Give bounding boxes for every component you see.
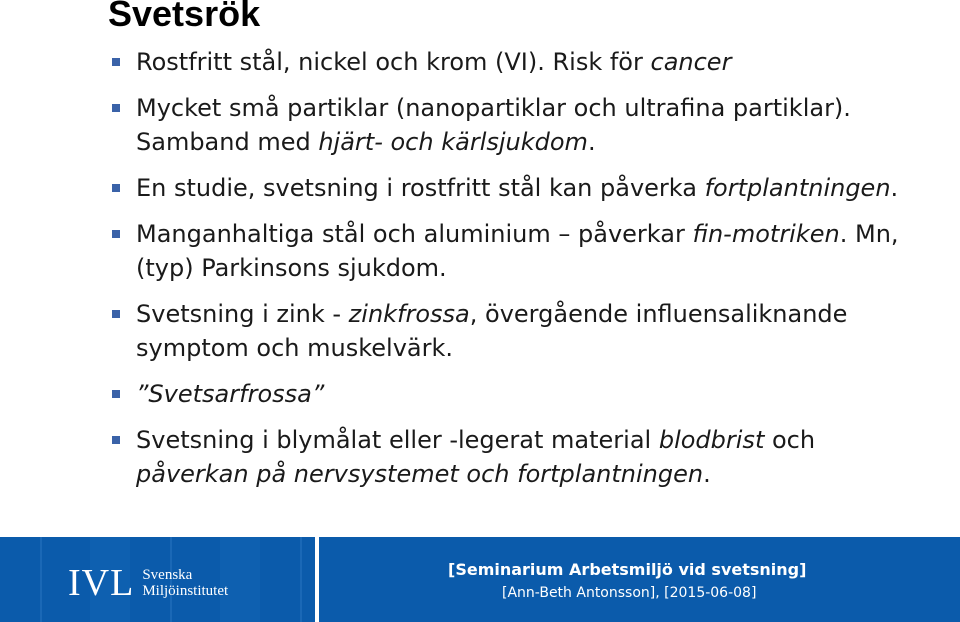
bullet-text: Manganhaltiga stål och aluminium – påverkar: [136, 220, 693, 248]
footer-divider: [315, 537, 319, 622]
logo-text: [142, 567, 228, 599]
bullet-item: [110, 45, 930, 79]
bullet-text: Svetsning i zink -: [136, 300, 349, 328]
square-bullet-icon: [112, 230, 120, 238]
bullet-text: Mycket små partiklar (nanopartiklar och ultrafina partiklar). Samband med: [136, 94, 851, 156]
square-bullet-icon: [112, 390, 120, 398]
bullet-list: [110, 45, 930, 503]
bullet-text: En studie, svetsning i rostfritt stål kan påverka: [136, 174, 705, 202]
bullet-item: [110, 91, 930, 159]
bullet-text: , övergående influensaliknande symptom och muskelvärk.: [136, 300, 848, 362]
bullet-text: och: [764, 426, 816, 454]
author-date: [Ann-Beth Antonsson], [2015-06-08]: [502, 585, 757, 601]
square-bullet-icon: [112, 436, 120, 444]
bullet-item: [110, 297, 930, 365]
emphasis-text: cancer: [650, 48, 732, 76]
seminar-title: [Seminarium Arbetsmiljö vid svetsning]: [448, 560, 807, 579]
emphasis-text: fortplantningen: [704, 174, 891, 202]
bullet-text: Rostfritt stål, nickel och krom (VI). Risk för: [136, 48, 651, 76]
bullet-text: .: [587, 128, 596, 156]
square-bullet-icon: [112, 58, 120, 66]
logo-line-2: Miljöinstitutet: [142, 583, 229, 599]
bullet-text: .: [890, 174, 899, 202]
square-bullet-icon: [112, 310, 120, 318]
bullet-item: [110, 171, 930, 205]
logo-line-1: Svenska: [142, 567, 193, 583]
square-bullet-icon: [112, 104, 120, 112]
emphasis-text: hjärt- och kärlsjukdom: [318, 128, 588, 156]
ivl-logo: [68, 563, 228, 603]
footer-bar: [0, 537, 960, 622]
bullet-item: [110, 217, 930, 285]
bullet-text: Svetsning i blymålat eller -legerat material: [136, 426, 659, 454]
bullet-text: .: [703, 460, 711, 488]
emphasis-text: ”Svetsarfrossa”: [136, 380, 325, 408]
emphasis-text: fin-motriken: [692, 220, 840, 248]
bullet-item: [110, 423, 930, 491]
square-bullet-icon: [112, 184, 120, 192]
emphasis-text: blodbrist: [658, 426, 765, 454]
slide-title: Svetsrök: [108, 0, 261, 34]
bullet-item: [110, 377, 930, 411]
emphasis-text: zinkfrossa: [348, 300, 470, 328]
bullet-text: . Mn, (typ) Parkinsons sjukdom.: [136, 220, 899, 282]
logo-mark: IVL: [68, 562, 135, 604]
emphasis-text: påverkan på nervsystemet och fortplantningen: [136, 460, 704, 488]
